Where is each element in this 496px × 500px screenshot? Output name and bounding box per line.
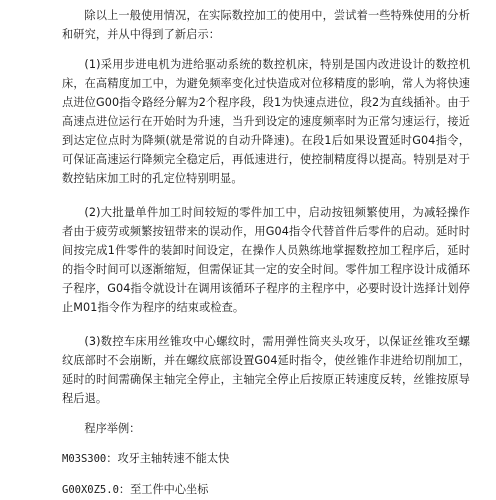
paragraph-spacer [62, 44, 470, 55]
paragraph-spacer [62, 188, 470, 203]
code-comment: ：至工件中心坐标 [118, 483, 209, 496]
paragraph-spacer [62, 317, 470, 332]
paragraph-spacer [62, 469, 470, 480]
code-line-2 [62, 480, 470, 500]
code-text: M03S300 [62, 453, 107, 465]
example-label: 程序举例： [84, 422, 141, 435]
point-2-paragraph: (2)大批量单件加工时间较短的零件加工中，启动按钮频繁使用，为减轻操作者由于疲劳或频繁按钮带来的误动作，用G04指令代替首件后零件的启动。延时时间按完成1件零件的装卸时间设定，在操作人员熟练地掌握数控加工程序后，延时的指令时间可以逐渐缩短，但需保证其一定的安全时间。零件加工程序设计成循环子程序，G04指令就设计在调用该循环子程序的主程序中，必要时设计选择计划停止M01指令作为程序的结束或检查。 [62, 206, 470, 314]
point-1-paragraph: (1)采用步进电机为进给驱动系统的数控机床，特别是国内改进设计的数控机床，在高精度加工中，为避免频率变化过快造成对位移精度的影响，常人为将快速点进位G00指令路经分解为2个程序段，段1为快速点进位，段2为直线插补。由于高速点进位运行在开始时为升速，当升到设定的速度频率时为正常匀速运行，接近到达定位点时为降频(就是常说的自动升降速)。在段1后如果设置延时G04指令，可保证高速运行降频完全稳定后，再低速进行，使控制精度得以提高。特别是对于数控钻床加工时的孔定位特别明显。 [62, 58, 470, 185]
paragraph-spacer [62, 408, 470, 419]
code-text: G00X0Z5.0 [62, 484, 119, 496]
code-line-1 [62, 449, 470, 469]
point-3-paragraph: (3)数控车床用丝锥攻中心螺纹时，需用弹性筒夹头攻牙，以保证丝锥攻至螺纹底部时不会崩断，并在螺纹底部设置G04延时指令，使丝锥作非进给切削加工，延时的时间需确保主轴完全停止，主轴完全停止后按原正转速度反转，丝锥按原导程后退。 [62, 335, 470, 405]
code-comment: ：攻牙主轴转速不能太快 [106, 452, 230, 465]
paragraph-spacer [62, 438, 470, 449]
intro-paragraph: 除以上一般使用情况，在实际数控加工的使用中，尝试着一些特殊使用的分析和研究，并从中得到了新启示： [62, 9, 470, 41]
